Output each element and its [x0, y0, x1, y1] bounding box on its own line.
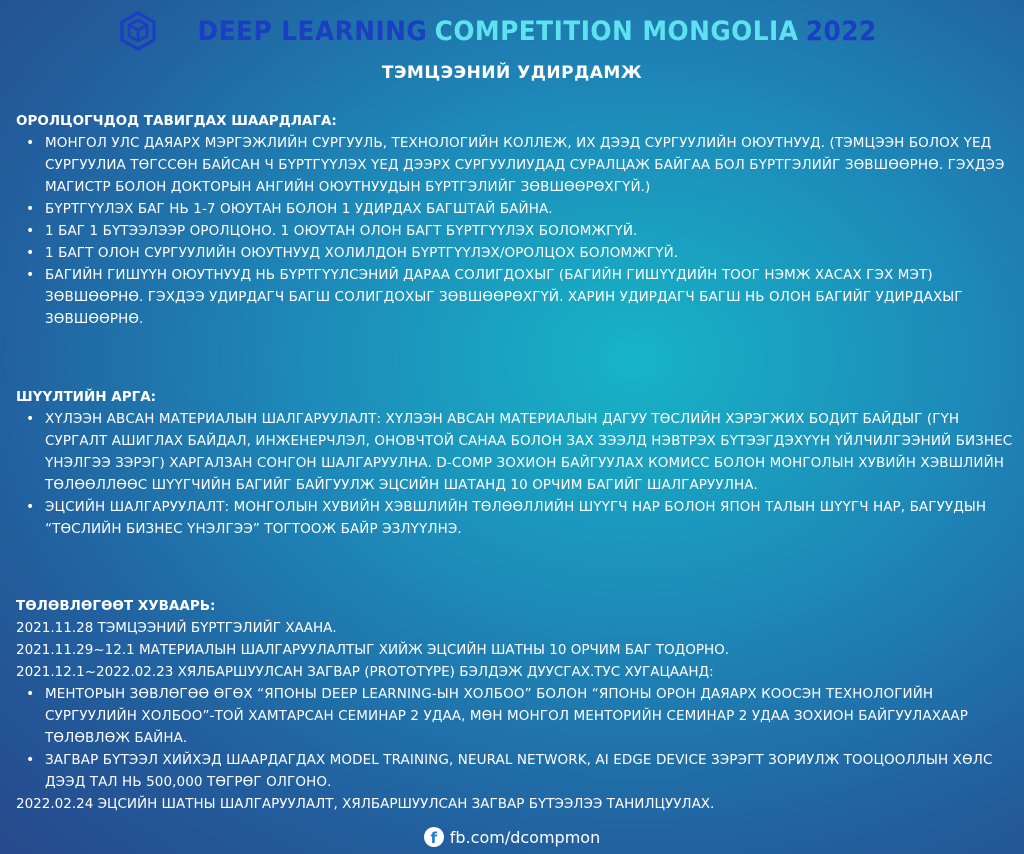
poster-header — [0, 8, 1024, 54]
schedule-heading: ТӨЛӨВЛӨГӨӨТ ХУВААРЬ: — [16, 598, 216, 614]
requirements-list — [16, 132, 1016, 330]
list-item: • МЕНТОРЫН ЗӨВЛӨГӨӨ ӨГӨХ “ЯПОНЫ DEEP LEARNING-ЫН ХОЛБОО” БОЛОН “ЯПОНЫ ОРОН ДАЯАРХ КООСЭН ТЕХНОЛОГИЙН СУРГУУЛИЙН ХОЛБОО”-ТОЙ ХАМТАРСАН СЕМИНАР 2 УДАА, МӨН МОНГОЛ МЕНТОРИЙН СЕМИНАР 2 УДАА ЗОХИОН БАЙГУУЛАХААР ТӨЛӨВЛӨЖ БАЙНА. — [16, 683, 1016, 749]
facebook-icon: f — [424, 827, 444, 847]
schedule-section — [16, 595, 1016, 815]
schedule-line: 2021.12.1~2022.02.23 ХЯЛБАРШУУЛСАН ЗАГВАР (PROTOTYPE) БЭЛДЭЖ ДУУСГАХ.ТУС ХУГАЦААНД: — [16, 664, 714, 680]
title-part-year: 2022 — [805, 15, 877, 47]
list-item: • БАГИЙН ГИШҮҮН ОЮУТНУУД НЬ БҮРТГҮҮЛСЭНИЙ ДАРАА СОЛИГДОХЫГ (БАГИЙН ГИШҮҮДИЙН ТООГ НЭМЖ ХАСАХ ГЭХ МЭТ) ЗӨВШӨӨРНӨ. ГЭХДЭЭ УДИРДАГЧ БАГШ СОЛИГДОХЫГ ЗӨВШӨӨРӨХГҮЙ. ХАРИН УДИРДАГЧ БАГШ НЬ ОЛОН БАГИЙГ УДИРДАХЫГ ЗӨВШӨӨРНӨ. — [16, 264, 1016, 330]
schedule-line: 2021.11.28 ТЭМЦЭЭНИЙ БҮРТГЭЛИЙГ ХААНА. — [16, 620, 337, 636]
list-item: • ЭЦСИЙН ШАЛГАРУУЛАЛТ: МОНГОЛЫН ХУВИЙН ХЭВШЛИЙН ТӨЛӨӨЛЛИЙН ШҮҮГЧ НАР БОЛОН ЯПОН ТАЛЫН ШҮҮГЧ НАР, БАГУУДЫН “ТӨСЛИЙН БИЗНЕС ҮНЭЛГЭЭ” ТОГТООЖ БАЙР ЭЗЛҮҮЛНЭ. — [16, 496, 1016, 540]
poster-title — [197, 16, 876, 47]
requirements-heading: ОРОЛЦОГЧДОД ТАВИГДАХ ШААРДЛАГА: — [16, 113, 337, 129]
list-item: • ЗАГВАР БҮТЭЭЛ ХИЙХЭД ШААРДАГДАХ MODEL TRAINING, NEURAL NETWORK, AI EDGE DEVICE ЗЭРЭГТ ЗОРИУЛЖ ТООЦООЛЛЫН ХӨЛС ДЭЭД ТАЛ НЬ 500,000 ТӨГРӨГ ОЛГОНО. — [16, 749, 1016, 793]
list-item: • ХҮЛЭЭН АВСАН МАТЕРИАЛЫН ШАЛГАРУУЛАЛТ: ХҮЛЭЭН АВСАН МАТЕРИАЛЫН ДАГУУ ТӨСЛИЙН ХЭРЭГЖИХ БОДИТ БАЙДЫГ (ГҮН СУРГАЛТ АШИГЛАХ БАЙДАЛ, ИНЖЕНЕРЧЛЭЛ, ОНОВЧТОЙ САНАА БОЛОН ЗАХ ЗЭЭЛД НЭВТРЭХ БҮТЭЭГДЭХҮҮН ҮЙЛЧИЛГЭЭНИЙ БИЗНЕС ҮНЭЛГЭЭ ЗЭРЭГ) ХАРГАЛЗАН СОНГОН ШАЛГАРУУЛНА. D-COMP ЗОХИОН БАЙГУУЛАХ КОМИСС БОЛОН МОНГОЛЫН ХУВИЙН ХЭВШЛИЙН ТӨЛӨӨЛЛӨӨС ШҮҮГЧИЙН БАГИЙГ БАЙГУУЛЖ ЭЦСИЙН ШАТАНД 10 ОРЧИМ БАГИЙГ ШАЛГАРУУЛНА. — [16, 408, 1016, 496]
requirements-section — [16, 110, 1016, 330]
schedule-line: 2022.02.24 ЭЦСИЙН ШАТНЫ ШАЛГАРУУЛАЛТ, ХЯЛБАРШУУЛСАН ЗАГВАР БҮТЭЭЛЭЭ ТАНИЛЦУУЛАХ. — [16, 796, 715, 812]
title-part-deep-learning: DEEP LEARNING — [197, 15, 428, 47]
selection-list — [16, 408, 1016, 540]
list-item: • 1 БАГТ ОЛОН СУРГУУЛИЙН ОЮУТНУУД ХОЛИЛДОН БҮРТГҮҮЛЭХ/ОРОЛЦОХ БОЛОМЖГҮЙ. — [16, 242, 1016, 264]
list-item: • 1 БАГ 1 БҮТЭЭЛЭЭР ОРОЛЦОНО. 1 ОЮУТАН ОЛОН БАГТ БҮРТГҮҮЛЭХ БОЛОМЖГҮЙ. — [16, 220, 1016, 242]
list-item: • БҮРТГҮҮЛЭХ БАГ НЬ 1-7 ОЮУТАН БОЛОН 1 УДИРДАХ БАГШТАЙ БАЙНА. — [16, 198, 1016, 220]
selection-section — [16, 386, 1016, 540]
title-part-competition: COMPETITION MONGOLIA — [434, 15, 799, 47]
footer-social-link[interactable] — [0, 824, 1024, 850]
schedule-list — [16, 683, 1016, 793]
selection-heading: ШҮҮЛТИЙН АРГА: — [16, 389, 157, 405]
page-subtitle: ТЭМЦЭЭНИЙ УДИРДАМЖ — [381, 63, 643, 83]
cube-hexagon-logo-icon — [118, 11, 158, 51]
list-item: • МОНГОЛ УЛС ДАЯАРХ МЭРГЭЖЛИЙН СУРГУУЛЬ, ТЕХНОЛОГИЙН КОЛЛЕЖ, ИХ ДЭЭД СУРГУУЛИЙН ОЮУТНУУД. (ТЭМЦЭЭН БОЛОХ ҮЕД СУРГУУЛИА ТӨГССӨН БАЙСАН Ч БҮРТГҮҮЛЭХ ҮЕД ДЭЭРХ СУРГУУЛИУДАД СУРАЛЦАЖ БАЙГАА БОЛ БҮРТГЭЛИЙГ ЗӨВШӨӨРНӨ. ГЭХДЭЭ МАГИСТР БОЛОН ДОКТОРЫН АНГИЙН ОЮУТНУУДЫН БҮРТГЭЛИЙГ ЗӨВШӨӨРӨХГҮЙ.) — [16, 132, 1016, 198]
facebook-handle[interactable]: fb.com/dcompmon — [449, 827, 601, 847]
schedule-line: 2021.11.29~12.1 МАТЕРИАЛЫН ШАЛГАРУУЛАЛТЫГ ХИЙЖ ЭЦСИЙН ШАТНЫ 10 ОРЧИМ БАГ ТОДОРНО. — [16, 642, 730, 658]
